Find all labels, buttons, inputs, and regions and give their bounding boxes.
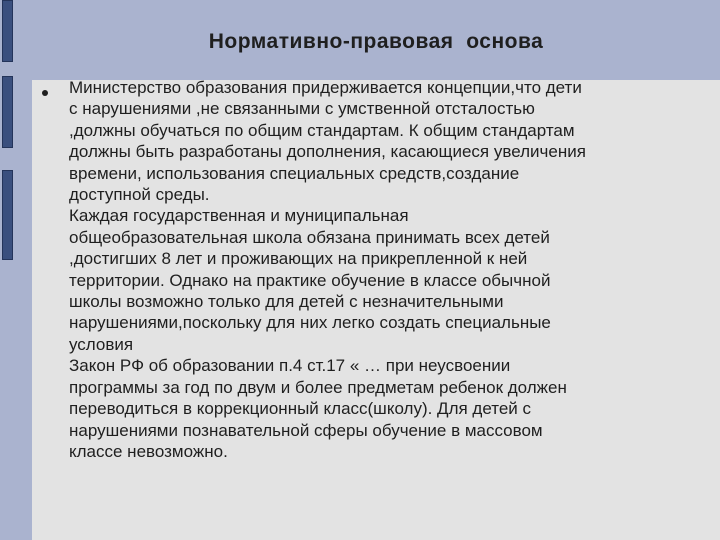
text-line: должны быть разработаны дополнения, касающиеся увеличения xyxy=(69,142,586,162)
text-line: переводиться в коррекционный класс(школу). Для детей с xyxy=(69,399,531,419)
accent-bar-top xyxy=(2,0,13,62)
text-line: Министерство образования придерживается концепции,что дети xyxy=(69,78,582,97)
text-line: программы за год по двум и более предметам ребенок должен xyxy=(69,377,567,397)
text-line: нарушениями познавательной сферы обучение в массовом xyxy=(69,420,543,440)
accent-bar-middle xyxy=(2,76,13,148)
slide-content xyxy=(32,80,720,540)
text-line: доступной среды. xyxy=(69,185,210,205)
slide-title: Нормативно-правовая основа xyxy=(208,30,544,53)
left-decor-band xyxy=(0,0,32,540)
text-line: времени, использования специальных средств,создание xyxy=(69,163,520,183)
text-line: школы возможно только для детей с незначительными xyxy=(69,292,504,312)
text-line: условия xyxy=(69,334,134,354)
text-line: классе невозможно. xyxy=(69,441,228,461)
text-line: ,должны обучаться по общим стандартам. К общим стандартам xyxy=(69,120,575,140)
bullet-text xyxy=(69,77,699,462)
text-line: Каждая государственная и муниципальная xyxy=(69,206,409,226)
text-line: территории. Однако на практике обучение в классе обычной xyxy=(69,270,551,290)
text-line: нарушениями,поскольку для них легко создать специальные xyxy=(69,313,551,333)
text-line: ,достигших 8 лет и проживающих на прикрепленной к ней xyxy=(69,249,528,269)
text-line: общеобразовательная школа обязана принимать всех детей xyxy=(69,227,550,247)
bullet-dot-icon xyxy=(42,90,48,96)
accent-bar-bottom xyxy=(2,170,13,260)
text-line: Закон РФ об образовании п.4 ст.17 « … при неусвоении xyxy=(69,356,511,376)
text-line: с нарушениями ,не связанными с умственной отсталостью xyxy=(69,99,535,119)
